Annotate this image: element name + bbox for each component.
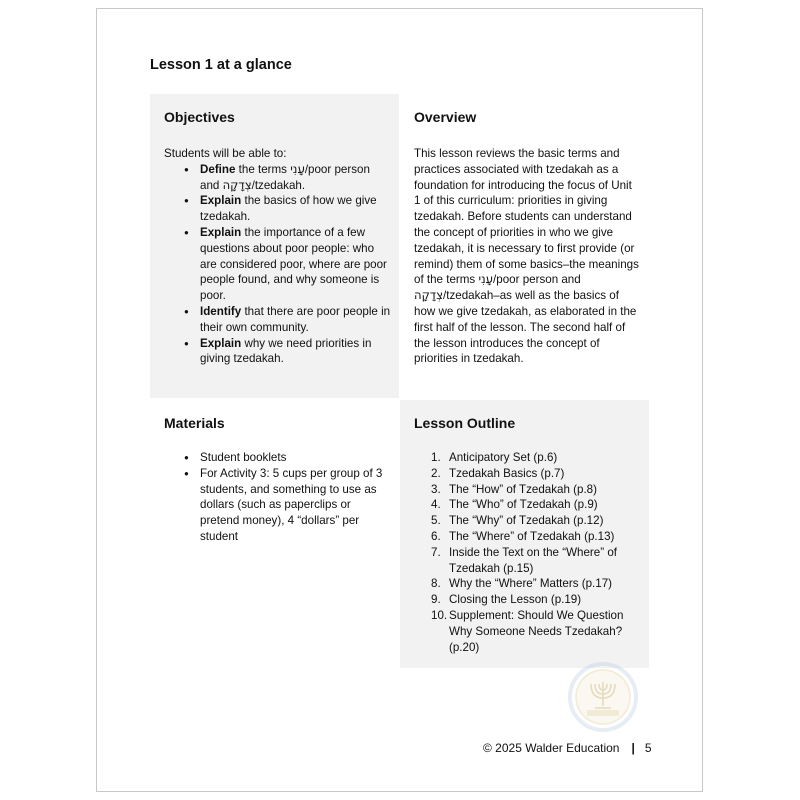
objectives-body [164, 146, 391, 367]
objectives-cell [150, 94, 399, 398]
list-item: 10. Supplement: Should We Question Why Someone Needs Tzedakah? (p.20) [431, 608, 624, 654]
page-footer [483, 741, 652, 755]
lesson-outline-heading: Lesson Outline [414, 415, 516, 431]
objectives-list [164, 162, 391, 367]
materials-body [164, 450, 391, 545]
lesson-outline-list [414, 450, 641, 655]
overview-heading: Overview [414, 109, 477, 125]
list-item: 6. The “Where” of Tzedakah (p.13) [431, 529, 615, 543]
overview-text: This lesson reviews the basic terms and practices associated with tzedakah as a foundation for introducing the focus of Unit 1 of this curriculum: priorities in giving tzedakah. Before students can understand the concept of priorities in who we give tzedakah, it is necessary to first provide (or remind) them of some basics–the meanings of the terms עָנִי/poor person and צְדָקָה/tzedakah–as well as the basics of how we give tzedakah, as elaborated in the first half of the lesson. The second half of the lesson introduces the concept of priorities in tzedakah. [414, 147, 639, 366]
list-item: ● Identify that there are poor people in their own community. [200, 304, 391, 336]
materials-list [164, 450, 391, 545]
list-item: ● Define the terms עָנִי/poor person and צְדָקָה/tzedakah. [200, 162, 391, 194]
lesson-outline-cell [400, 400, 649, 668]
materials-heading: Materials [164, 415, 225, 431]
list-item: 8. Why the “Where” Matters (p.17) [431, 577, 612, 591]
lesson-outline-body [414, 450, 641, 655]
watermark-logo-icon [557, 662, 649, 732]
copyright-text: © 2025 Walder Education [483, 741, 620, 755]
list-item: 9. Closing the Lesson (p.19) [431, 593, 582, 607]
list-item: 2. Tzedakah Basics (p.7) [431, 466, 565, 480]
list-item: 3. The “How” of Tzedakah (p.8) [431, 482, 597, 496]
list-item: ● Explain why we need priorities in giving tzedakah. [200, 336, 391, 368]
list-item: ● Explain the importance of a few questions about poor people: who are considered poor, where are poor people found, and why someone is poor. [200, 225, 391, 304]
materials-cell [150, 400, 399, 668]
list-item: ● Explain the basics of how we give tzedakah. [200, 193, 391, 225]
list-item: 5. The “Why” of Tzedakah (p.12) [431, 514, 604, 528]
overview-cell [400, 94, 649, 398]
page-number: 5 [644, 741, 652, 755]
list-item: ● Student booklets [200, 450, 391, 466]
list-item: 4. The “Who” of Tzedakah (p.9) [431, 498, 598, 512]
page-title: Lesson 1 at a glance [150, 57, 292, 73]
objectives-intro: Students will be able to: [164, 147, 287, 160]
list-item: 1. Anticipatory Set (p.6) [431, 451, 558, 464]
list-item: 7. Inside the Text on the “Where” of Tzedakah (p.15) [431, 545, 617, 575]
footer-separator: | [631, 741, 635, 755]
list-item: ● For Activity 3: 5 cups per group of 3 students, and something to use as dollars (such as paperclips or pretend money), 4 “dollars” per student [200, 466, 391, 545]
objectives-heading: Objectives [164, 109, 235, 125]
